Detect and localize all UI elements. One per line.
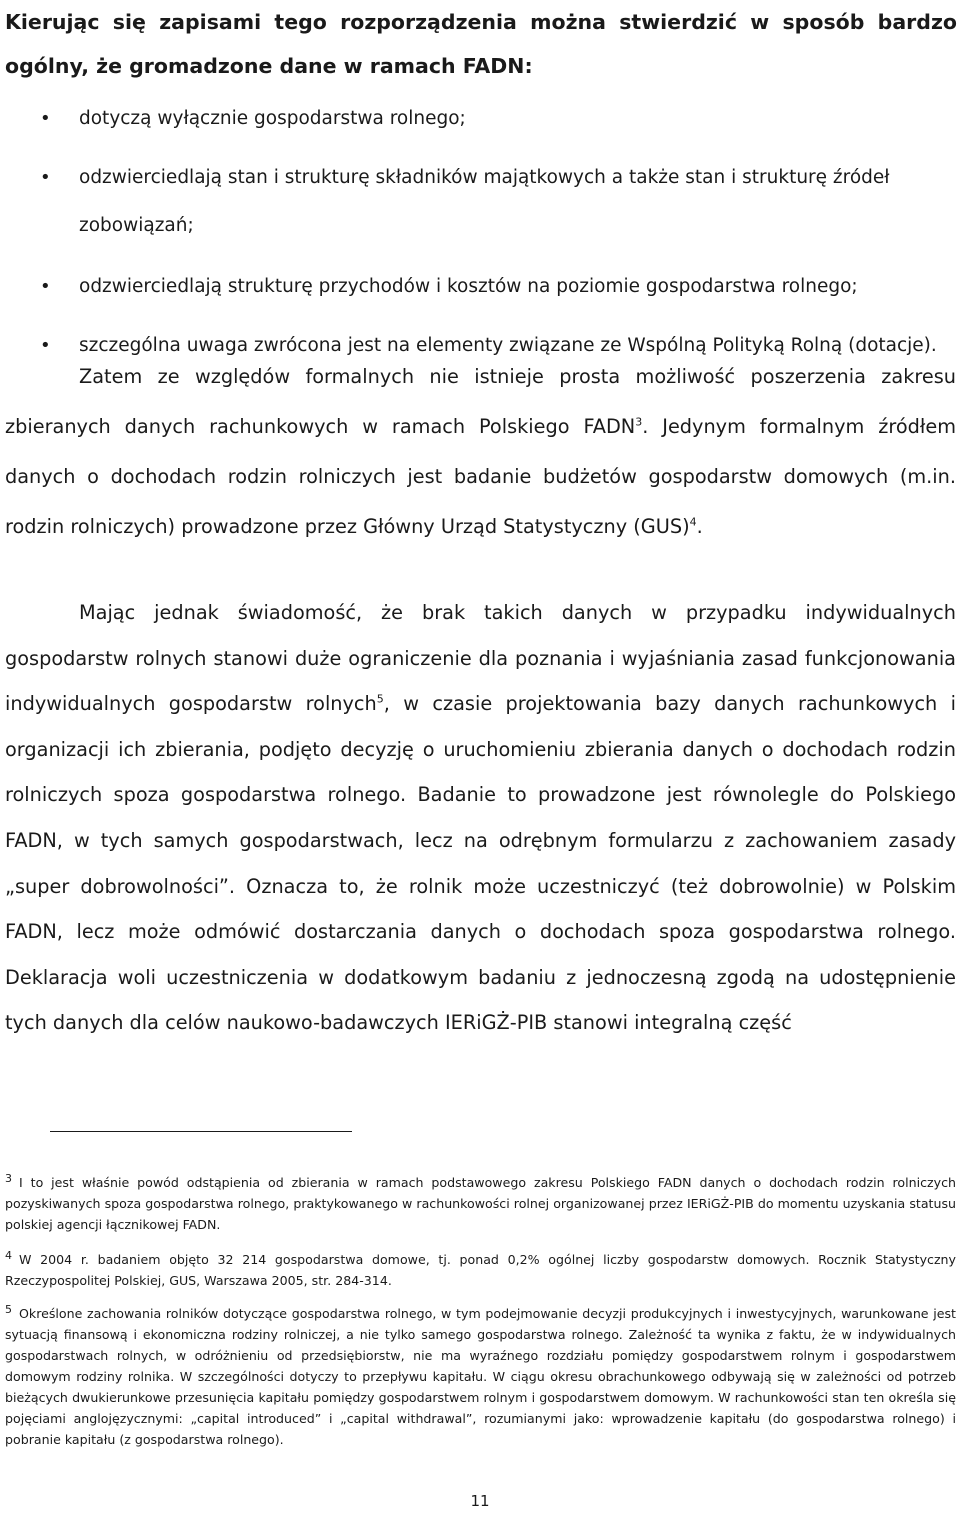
- body-paragraph-1: [5, 352, 956, 552]
- body-paragraph-2: [5, 590, 956, 1046]
- footnote-text: I to jest właśnie powód odstąpienia od zbierania w ramach podstawowego zakresu Polskiego FADN danych o dochodach rodzin rolniczych pozyskiwanych spoza gospodarstwa rolnego, praktykowanego w rachunkowości rolnej organizowanej przez IERiGŻ-PIB do momentu uzyskania statusu polskiej agencji łącznikowej FADN.: [5, 1175, 956, 1232]
- footnote-4: [5, 1249, 956, 1291]
- footnote-text: Określone zachowania rolników dotyczące gospodarstwa rolnego, w tym podejmowanie decyzji produkcyjnych i inwestycyjnych, warunkowane jest sytuacją finansową i ekonomiczna rodziny rolniczej, a nie tylko samego gospodarstwa rolnego. Zależność ta wynika z faktu, że w indywidualnych gospodarstwach rolnych, w odróżnieniu od przedsiębiorstw, nie ma wyraźnego rozdziału pomiędzy gospodarstwem rolnym i gospodarstwem domowym rodziny rolnika. W szczególności dotyczy to przepływu kapitału. W ciągu okresu obrachunkowego odbywają się w zależności od potrzeb bieżących dwukierunkowe przesunięcia kapitału pomiędzy gospodarstwem rolnym i gospodarstwem domowym. W rachunkowości stan ten określa się pojęciami anglojęzycznymi: „capital introduced” i „capital withdrawal”, rozumianymi jako: wprowadzenie kapitału (do gospodarstwa rolnego) i pobranie kapitału (z gospodarstwa rolnego).: [5, 1306, 956, 1447]
- footnote-mark: 5: [5, 1302, 12, 1316]
- footnote-ref-3[interactable]: 3: [635, 415, 643, 429]
- footnote-separator: [50, 1131, 352, 1132]
- paragraph-text: . Jedynym formalnym źródłem danych o dochodach rodzin rolniczych jest badanie budżetów gospodarstw domowych (m.in. rodzin rolniczych) prowadzone przez Główny Urząd Statystyczny (GUS): [5, 415, 956, 538]
- section-heading: Kierując się zapisami tego rozporządzenia można stwierdzić w sposób bardzo ogólny, że gromadzone dane w ramach FADN:: [5, 10, 957, 78]
- footnote-mark: 3: [5, 1171, 12, 1185]
- footnotes: [5, 1172, 956, 1460]
- paragraph-text: Zatem ze względów formalnych nie istnieje prosta możliwość poszerzenia zakresu zbieranych danych rachunkowych w ramach Polskiego FADN: [5, 365, 956, 438]
- bullet-list: [0, 95, 960, 381]
- footnote-3: [5, 1172, 956, 1235]
- bullet-icon: •: [40, 335, 51, 356]
- list-item-text: szczególna uwaga zwrócona jest na elementy związane ze Wspólną Polityką Rolną (dotacje).: [79, 335, 937, 356]
- list-item-text: dotyczą wyłącznie gospodarstwa rolnego;: [79, 108, 466, 129]
- list-item-text: odzwierciedlają strukturę przychodów i kosztów na poziomie gospodarstwa rolnego;: [79, 276, 858, 297]
- list-item: [0, 263, 939, 311]
- footnote-mark: 4: [5, 1248, 12, 1262]
- bullet-icon: •: [40, 108, 51, 129]
- paragraph-text: Mając jednak świadomość, że brak takich danych w przypadku indywidualnych gospodarstw rolnych stanowi duże ograniczenie dla poznania i wyjaśniania zasad funkcjonowania indywidualnych gospodarstw rolnych: [5, 601, 956, 716]
- list-item: [0, 95, 939, 143]
- footnote-text: W 2004 r. badaniem objęto 32 214 gospodarstwa domowe, tj. ponad 0,2% ogólnej liczby gospodarstw domowych. Rocznik Statystyczny Rzeczypospolitej Polskiej, GUS, Warszawa 2005, str. 284-314.: [5, 1252, 956, 1288]
- paragraph-text: .: [696, 515, 703, 538]
- list-item-text: odzwierciedlają stan i strukturę składników majątkowych a także stan i strukturę źródeł zobowiązań;: [79, 167, 890, 236]
- footnote-ref-5[interactable]: 5: [376, 692, 384, 706]
- footnote-ref-4[interactable]: 4: [689, 515, 697, 529]
- bullet-icon: •: [40, 167, 51, 188]
- list-item: [0, 154, 939, 250]
- paragraph-text: , w czasie projektowania bazy danych rachunkowych i organizacji ich zbierania, podjęto decyzję o uruchomieniu zbierania danych o dochodach rodzin rolniczych spoza gospodarstwa rolnego. Badanie to prowadzone jest równolegle do Polskiego FADN, w tych samych gospodarstwach, lecz na odrębnym formularzu z zachowaniem zasady „super dobrowolności”. Oznacza to, że rolnik może uczestniczyć (też dobrowolnie) w Polskim FADN, lecz może odmówić dostarczania danych o dochodach spoza gospodarstwa rolnego. Deklaracja woli uczestniczenia w dodatkowym badaniu z jednoczesną zgodą na udostępnienie tych danych dla celów naukowo-badawczych IERiGŻ-PIB stanowi integralną część: [5, 692, 956, 1035]
- footnote-5: [5, 1303, 956, 1450]
- bullet-icon: •: [40, 276, 51, 297]
- page-number: 11: [470, 1492, 490, 1510]
